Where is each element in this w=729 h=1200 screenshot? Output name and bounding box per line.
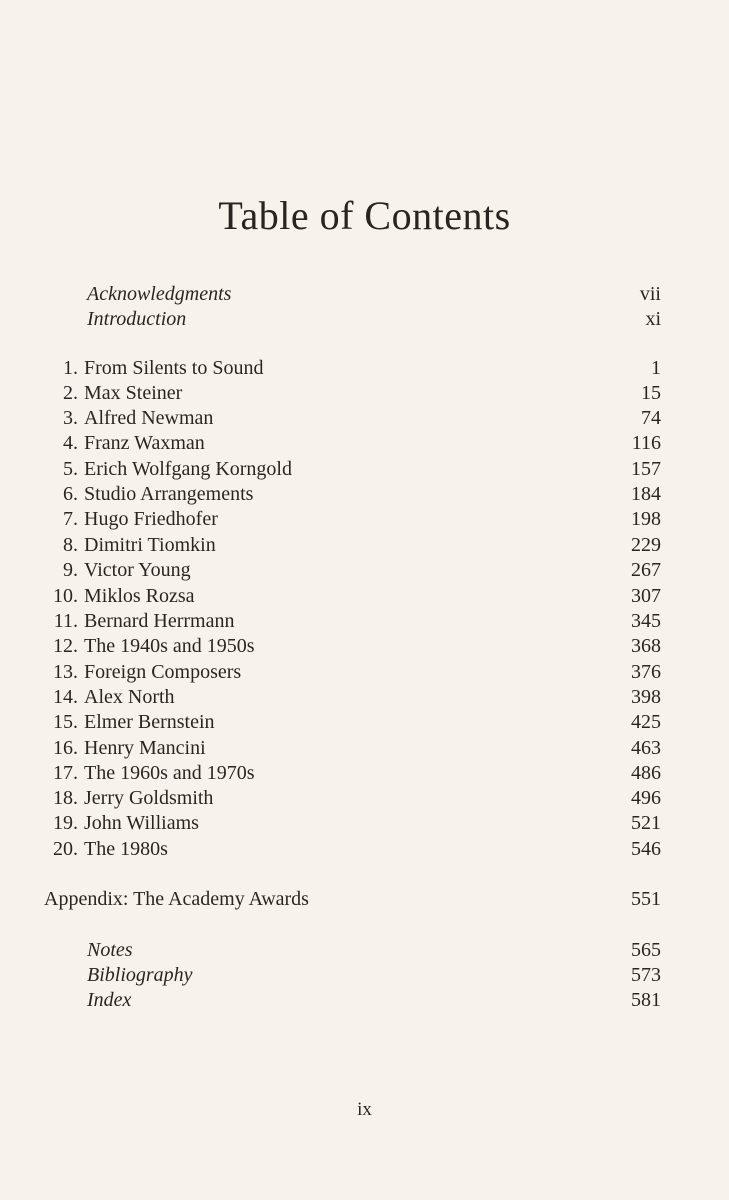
entry-label: Franz Waxman — [84, 432, 205, 454]
toc-entry-chapter[interactable] — [0, 634, 729, 659]
entry-page-number: 551 — [631, 888, 661, 910]
entry-page-number: 398 — [631, 686, 661, 708]
toc-entry-chapter[interactable] — [0, 837, 729, 862]
entry-page-number: 581 — [631, 989, 661, 1011]
entry-label: Jerry Goldsmith — [84, 787, 214, 809]
entry-page-number: 463 — [631, 737, 661, 759]
entry-page-number: 546 — [631, 838, 661, 860]
entry-page-number: 376 — [631, 661, 661, 683]
entry-label: The 1960s and 1970s — [84, 762, 255, 784]
chapter-number: 10. — [53, 585, 78, 607]
toc-entry-chapter[interactable] — [0, 457, 729, 482]
chapter-number: 18. — [53, 787, 78, 809]
chapter-number: 4. — [63, 432, 78, 454]
entry-page-number: 15 — [641, 382, 661, 404]
entry-page-number: 198 — [631, 508, 661, 530]
toc-entry-chapter[interactable] — [0, 533, 729, 558]
entry-page-number: vii — [639, 283, 661, 305]
toc-entry-chapter[interactable] — [0, 609, 729, 634]
entry-label: Dimitri Tiomkin — [84, 534, 216, 556]
entry-page-number: 74 — [641, 407, 661, 429]
chapter-number: 12. — [53, 635, 78, 657]
entry-label: Bernard Herrmann — [84, 610, 235, 632]
chapter-number: 19. — [53, 812, 78, 834]
chapter-number: 3. — [63, 407, 78, 429]
entry-label: Introduction — [87, 308, 187, 330]
entry-label: Appendix: The Academy Awards — [44, 888, 309, 910]
entry-label: Alfred Newman — [84, 407, 214, 429]
toc-entry-introduction[interactable] — [0, 307, 729, 332]
chapter-number: 1. — [63, 357, 78, 379]
toc-entry-chapter[interactable] — [0, 660, 729, 685]
entry-label: Erich Wolfgang Korngold — [84, 458, 292, 480]
entry-page-number: xi — [645, 308, 661, 330]
entry-label: Alex North — [84, 686, 175, 708]
toc-entry-bibliography[interactable] — [0, 963, 729, 988]
entry-label: The 1980s — [84, 838, 168, 860]
entry-page-number: 229 — [631, 534, 661, 556]
toc-entry-index[interactable] — [0, 988, 729, 1013]
toc-entry-chapter[interactable] — [0, 736, 729, 761]
chapter-number: 13. — [53, 661, 78, 683]
entry-label: Henry Mancini — [84, 737, 206, 759]
toc-entry-chapter[interactable] — [0, 761, 729, 786]
entry-label: Hugo Friedhofer — [84, 508, 218, 530]
toc-entry-chapter[interactable] — [0, 406, 729, 431]
chapter-number: 11. — [53, 610, 78, 632]
entry-page-number: 521 — [631, 812, 661, 834]
entry-page-number: 368 — [631, 635, 661, 657]
toc-entry-chapter[interactable] — [0, 356, 729, 381]
chapter-number: 8. — [63, 534, 78, 556]
entry-label: John Williams — [84, 812, 199, 834]
chapter-number: 14. — [53, 686, 78, 708]
toc-entry-chapter[interactable] — [0, 431, 729, 456]
entry-label: Victor Young — [84, 559, 191, 581]
entry-label: From Silents to Sound — [84, 357, 264, 379]
entry-label: Elmer Bernstein — [84, 711, 215, 733]
chapter-number: 15. — [53, 711, 78, 733]
entry-label: Studio Arrangements — [84, 483, 254, 505]
toc-entry-chapter[interactable] — [0, 584, 729, 609]
entry-label: Max Steiner — [84, 382, 183, 404]
entry-page-number: 345 — [631, 610, 661, 632]
toc-entry-chapter[interactable] — [0, 507, 729, 532]
toc-entry-chapter[interactable] — [0, 786, 729, 811]
toc-entry-chapter[interactable] — [0, 558, 729, 583]
toc-entry-chapter[interactable] — [0, 381, 729, 406]
chapter-number: 16. — [53, 737, 78, 759]
entry-page-number: 425 — [631, 711, 661, 733]
entry-page-number: 496 — [631, 787, 661, 809]
entry-label: Bibliography — [87, 964, 193, 986]
entry-page-number: 573 — [631, 964, 661, 986]
toc-entry-chapter[interactable] — [0, 710, 729, 735]
entry-page-number: 565 — [631, 939, 661, 961]
entry-page-number: 307 — [631, 585, 661, 607]
entry-label: The 1940s and 1950s — [84, 635, 255, 657]
entry-label: Foreign Composers — [84, 661, 242, 683]
entry-label: Miklos Rozsa — [84, 585, 195, 607]
entry-page-number: 1 — [651, 357, 661, 379]
entry-label: Index — [87, 989, 132, 1011]
entry-page-number: 116 — [631, 432, 661, 454]
chapter-number: 6. — [63, 483, 78, 505]
toc-entry-chapter[interactable] — [0, 685, 729, 710]
toc-entry-chapter[interactable] — [0, 811, 729, 836]
page-title: Table of Contents — [218, 193, 511, 238]
entry-page-number: 184 — [631, 483, 661, 505]
chapter-number: 9. — [63, 559, 78, 581]
entry-page-number: 157 — [631, 458, 661, 480]
toc-entry-chapter[interactable] — [0, 482, 729, 507]
toc-entry-notes[interactable] — [0, 938, 729, 963]
chapter-number: 5. — [63, 458, 78, 480]
toc-entry-appendix[interactable] — [0, 887, 729, 912]
chapter-number: 20. — [53, 838, 78, 860]
entry-page-number: 486 — [631, 762, 661, 784]
page-folio: ix — [357, 1099, 372, 1120]
toc-entry-acknowledgments[interactable] — [0, 282, 729, 307]
chapter-number: 2. — [63, 382, 78, 404]
entry-label: Notes — [87, 939, 133, 961]
entry-label: Acknowledgments — [87, 283, 232, 305]
chapter-number: 7. — [63, 508, 78, 530]
entry-page-number: 267 — [631, 559, 661, 581]
chapter-number: 17. — [53, 762, 78, 784]
